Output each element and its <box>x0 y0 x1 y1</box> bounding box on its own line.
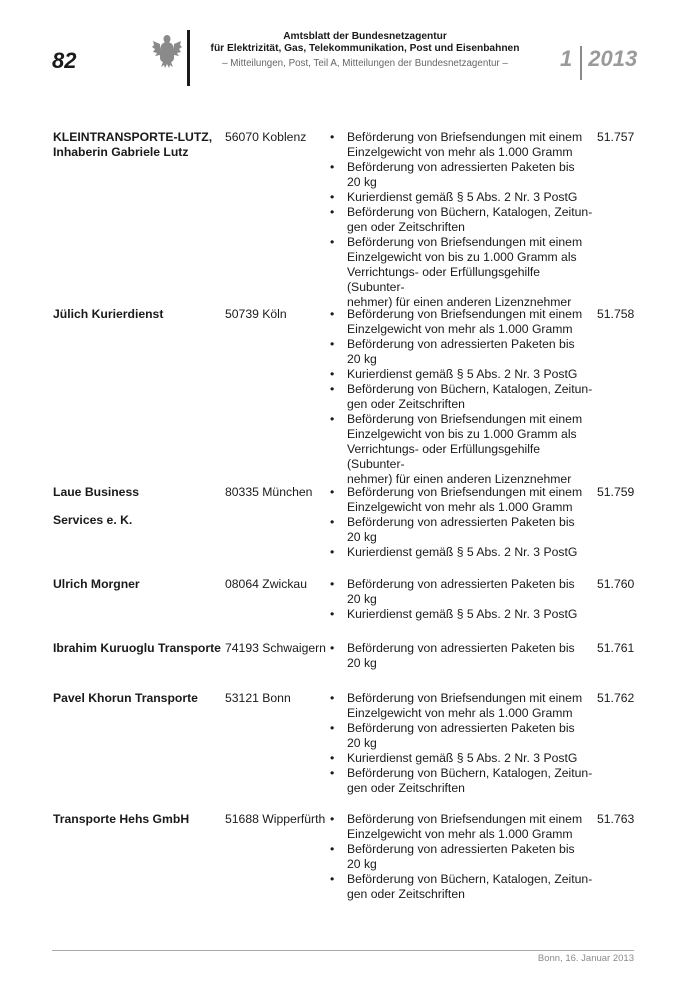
service-item <box>330 190 595 205</box>
service-text-line: gen oder Zeitschriften <box>347 781 465 795</box>
service-item <box>330 842 595 872</box>
licensee-location: 53121 Bonn <box>225 691 291 705</box>
licensee-name-line: Ulrich Morgner <box>53 577 140 591</box>
service-text-line: Verrichtungs- oder Erfüllungsgehilfe (Subunter- <box>347 265 541 294</box>
bullet-icon: • <box>330 190 335 204</box>
licensee-name-line: KLEINTRANSPORTE-LUTZ, <box>53 130 213 144</box>
service-item <box>330 766 595 796</box>
service-item <box>330 382 595 412</box>
service-text-line: Kurierdienst gemäß § 5 Abs. 2 Nr. 3 PostG <box>347 545 578 559</box>
licensee-name-line: Transporte Hehs GmbH <box>53 812 190 826</box>
service-text-line: 20 kg <box>347 857 377 871</box>
service-text-line: nehmer) für einen anderen Lizenznehmer <box>347 295 572 309</box>
licensee-name-line: Laue Business <box>53 485 140 499</box>
service-item <box>330 607 595 622</box>
service-item <box>330 691 595 721</box>
service-list <box>330 130 595 310</box>
issue-indicator <box>560 46 637 80</box>
service-text-line: Verrichtungs- oder Erfüllungsgehilfe (Subunter- <box>347 442 541 471</box>
licensee-name-line: Ibrahim Kuruoglu Transporte <box>53 641 221 655</box>
service-list <box>330 577 595 622</box>
licensee-name <box>53 577 223 592</box>
service-text-line: Kurierdienst gemäß § 5 Abs. 2 Nr. 3 PostG <box>347 751 578 765</box>
service-text-line: Beförderung von Briefsendungen mit einem <box>347 412 583 426</box>
service-text-line: Einzelgewicht von mehr als 1.000 Gramm <box>347 706 573 720</box>
licensee-name <box>53 485 223 528</box>
publication-header <box>195 31 535 70</box>
licensee-name <box>53 691 223 706</box>
service-text-line: Beförderung von Büchern, Katalogen, Zeitun- <box>347 872 593 886</box>
bullet-icon: • <box>330 307 335 321</box>
licensee-location: 80335 München <box>225 485 313 499</box>
license-number: 51.760 <box>597 577 635 591</box>
service-text-line: Beförderung von adressierten Paketen bis <box>347 842 575 856</box>
service-text-line: Beförderung von Briefsendungen mit einem <box>347 485 583 499</box>
service-text-line: nehmer) für einen anderen Lizenznehmer <box>347 472 572 486</box>
licensee-name <box>53 812 223 827</box>
licensee-name-line: Inhaberin Gabriele Lutz <box>53 145 189 159</box>
service-list <box>330 485 595 560</box>
service-text-line: 20 kg <box>347 656 377 670</box>
licensee-name <box>53 641 223 656</box>
service-item <box>330 577 595 607</box>
license-number: 51.758 <box>597 307 635 321</box>
bullet-icon: • <box>330 751 335 765</box>
service-item <box>330 812 595 842</box>
service-text-line: Beförderung von Briefsendungen mit einem <box>347 812 583 826</box>
bullet-icon: • <box>330 515 335 529</box>
bullet-icon: • <box>330 812 335 826</box>
service-item <box>330 872 595 902</box>
bullet-icon: • <box>330 721 335 735</box>
footer-divider <box>52 950 634 951</box>
issue-year: 2013 <box>588 46 638 71</box>
service-list <box>330 307 595 487</box>
federal-eagle-icon <box>152 32 182 68</box>
service-item <box>330 721 595 751</box>
service-list <box>330 812 595 902</box>
service-text-line: Einzelgewicht von mehr als 1.000 Gramm <box>347 500 573 514</box>
service-item <box>330 515 595 545</box>
service-text-line: gen oder Zeitschriften <box>347 220 465 234</box>
bullet-icon: • <box>330 412 335 426</box>
licensee-name-line: Services e. K. <box>53 513 133 527</box>
bullet-icon: • <box>330 160 335 174</box>
service-text-line: Einzelgewicht von mehr als 1.000 Gramm <box>347 145 573 159</box>
license-number: 51.761 <box>597 641 635 655</box>
service-text-line: Kurierdienst gemäß § 5 Abs. 2 Nr. 3 PostG <box>347 367 578 381</box>
bullet-icon: • <box>330 367 335 381</box>
service-text-line: Kurierdienst gemäß § 5 Abs. 2 Nr. 3 PostG <box>347 190 578 204</box>
license-number: 51.759 <box>597 485 635 499</box>
licensee-name <box>53 130 223 160</box>
publication-title-line2: für Elektrizität, Gas, Telekommunikation, Post und Eisenbahnen <box>210 43 520 54</box>
license-number: 51.762 <box>597 691 635 705</box>
page-number: 82 <box>52 48 77 73</box>
service-text-line: Beförderung von adressierten Paketen bis <box>347 160 575 174</box>
service-text-line: Beförderung von adressierten Paketen bis <box>347 577 575 591</box>
issue-divider <box>580 46 582 80</box>
service-text-line: Einzelgewicht von mehr als 1.000 Gramm <box>347 827 573 841</box>
service-text-line: Beförderung von Briefsendungen mit einem <box>347 691 583 705</box>
service-text-line: Beförderung von Briefsendungen mit einem <box>347 130 583 144</box>
bullet-icon: • <box>330 872 335 886</box>
bullet-icon: • <box>330 205 335 219</box>
licensee-name <box>53 307 223 322</box>
bullet-icon: • <box>330 691 335 705</box>
service-list <box>330 641 595 671</box>
service-text-line: Einzelgewicht von bis zu 1.000 Gramm als <box>347 250 577 264</box>
service-text-line: Beförderung von Büchern, Katalogen, Zeitun- <box>347 205 593 219</box>
service-text-line: 20 kg <box>347 592 377 606</box>
service-item <box>330 412 595 487</box>
license-number: 51.757 <box>597 130 635 144</box>
service-item <box>330 307 595 337</box>
service-text-line: 20 kg <box>347 352 377 366</box>
service-text-line: Beförderung von Büchern, Katalogen, Zeitun- <box>347 382 593 396</box>
bullet-icon: • <box>330 485 335 499</box>
bullet-icon: • <box>330 641 335 655</box>
publication-subtitle: – Mitteilungen, Post, Teil A, Mitteilungen der Bundesnetzagentur – <box>222 58 508 69</box>
service-text-line: Beförderung von adressierten Paketen bis <box>347 337 575 351</box>
bullet-icon: • <box>330 235 335 249</box>
bullet-icon: • <box>330 577 335 591</box>
bullet-icon: • <box>330 607 335 621</box>
licensee-location: 74193 Schwaigern <box>225 641 326 655</box>
licensee-name-line: Pavel Khorun Transporte <box>53 691 198 705</box>
service-item <box>330 641 595 671</box>
service-text-line: Beförderung von adressierten Paketen bis <box>347 641 575 655</box>
service-text-line: Beförderung von Briefsendungen mit einem <box>347 307 583 321</box>
bullet-icon: • <box>330 130 335 144</box>
service-text-line: 20 kg <box>347 175 377 189</box>
bullet-icon: • <box>330 842 335 856</box>
service-text-line: Einzelgewicht von bis zu 1.000 Gramm als <box>347 427 577 441</box>
service-text-line: Kurierdienst gemäß § 5 Abs. 2 Nr. 3 PostG <box>347 607 578 621</box>
service-text-line: Einzelgewicht von mehr als 1.000 Gramm <box>347 322 573 336</box>
service-item <box>330 367 595 382</box>
service-item <box>330 205 595 235</box>
bullet-icon: • <box>330 545 335 559</box>
service-text-line: 20 kg <box>347 736 377 750</box>
service-text-line: Beförderung von Büchern, Katalogen, Zeitun- <box>347 766 593 780</box>
bullet-icon: • <box>330 382 335 396</box>
license-number: 51.763 <box>597 812 635 826</box>
service-text-line: gen oder Zeitschriften <box>347 397 465 411</box>
service-text-line: Beförderung von adressierten Paketen bis <box>347 721 575 735</box>
issue-number: 1 <box>560 46 573 71</box>
service-item <box>330 751 595 766</box>
bullet-icon: • <box>330 337 335 351</box>
service-item <box>330 160 595 190</box>
footer-date: Bonn, 16. Januar 2013 <box>537 953 634 964</box>
service-item <box>330 545 595 560</box>
bullet-icon: • <box>330 766 335 780</box>
header-divider <box>187 30 190 86</box>
service-item <box>330 337 595 367</box>
service-item <box>330 485 595 515</box>
licensee-location: 56070 Koblenz <box>225 130 307 144</box>
licensee-location: 50739 Köln <box>225 307 287 321</box>
publication-title-line1: Amtsblatt der Bundesnetzagentur <box>283 31 447 42</box>
service-text-line: gen oder Zeitschriften <box>347 887 465 901</box>
service-item <box>330 235 595 310</box>
licensee-location: 08064 Zwickau <box>225 577 307 591</box>
service-item <box>330 130 595 160</box>
service-text-line: Beförderung von Briefsendungen mit einem <box>347 235 583 249</box>
service-text-line: Beförderung von adressierten Paketen bis <box>347 515 575 529</box>
service-list <box>330 691 595 796</box>
licensee-name-line: Jülich Kurierdienst <box>53 307 164 321</box>
service-text-line: 20 kg <box>347 530 377 544</box>
licensee-location: 51688 Wipperfürth <box>225 812 326 826</box>
